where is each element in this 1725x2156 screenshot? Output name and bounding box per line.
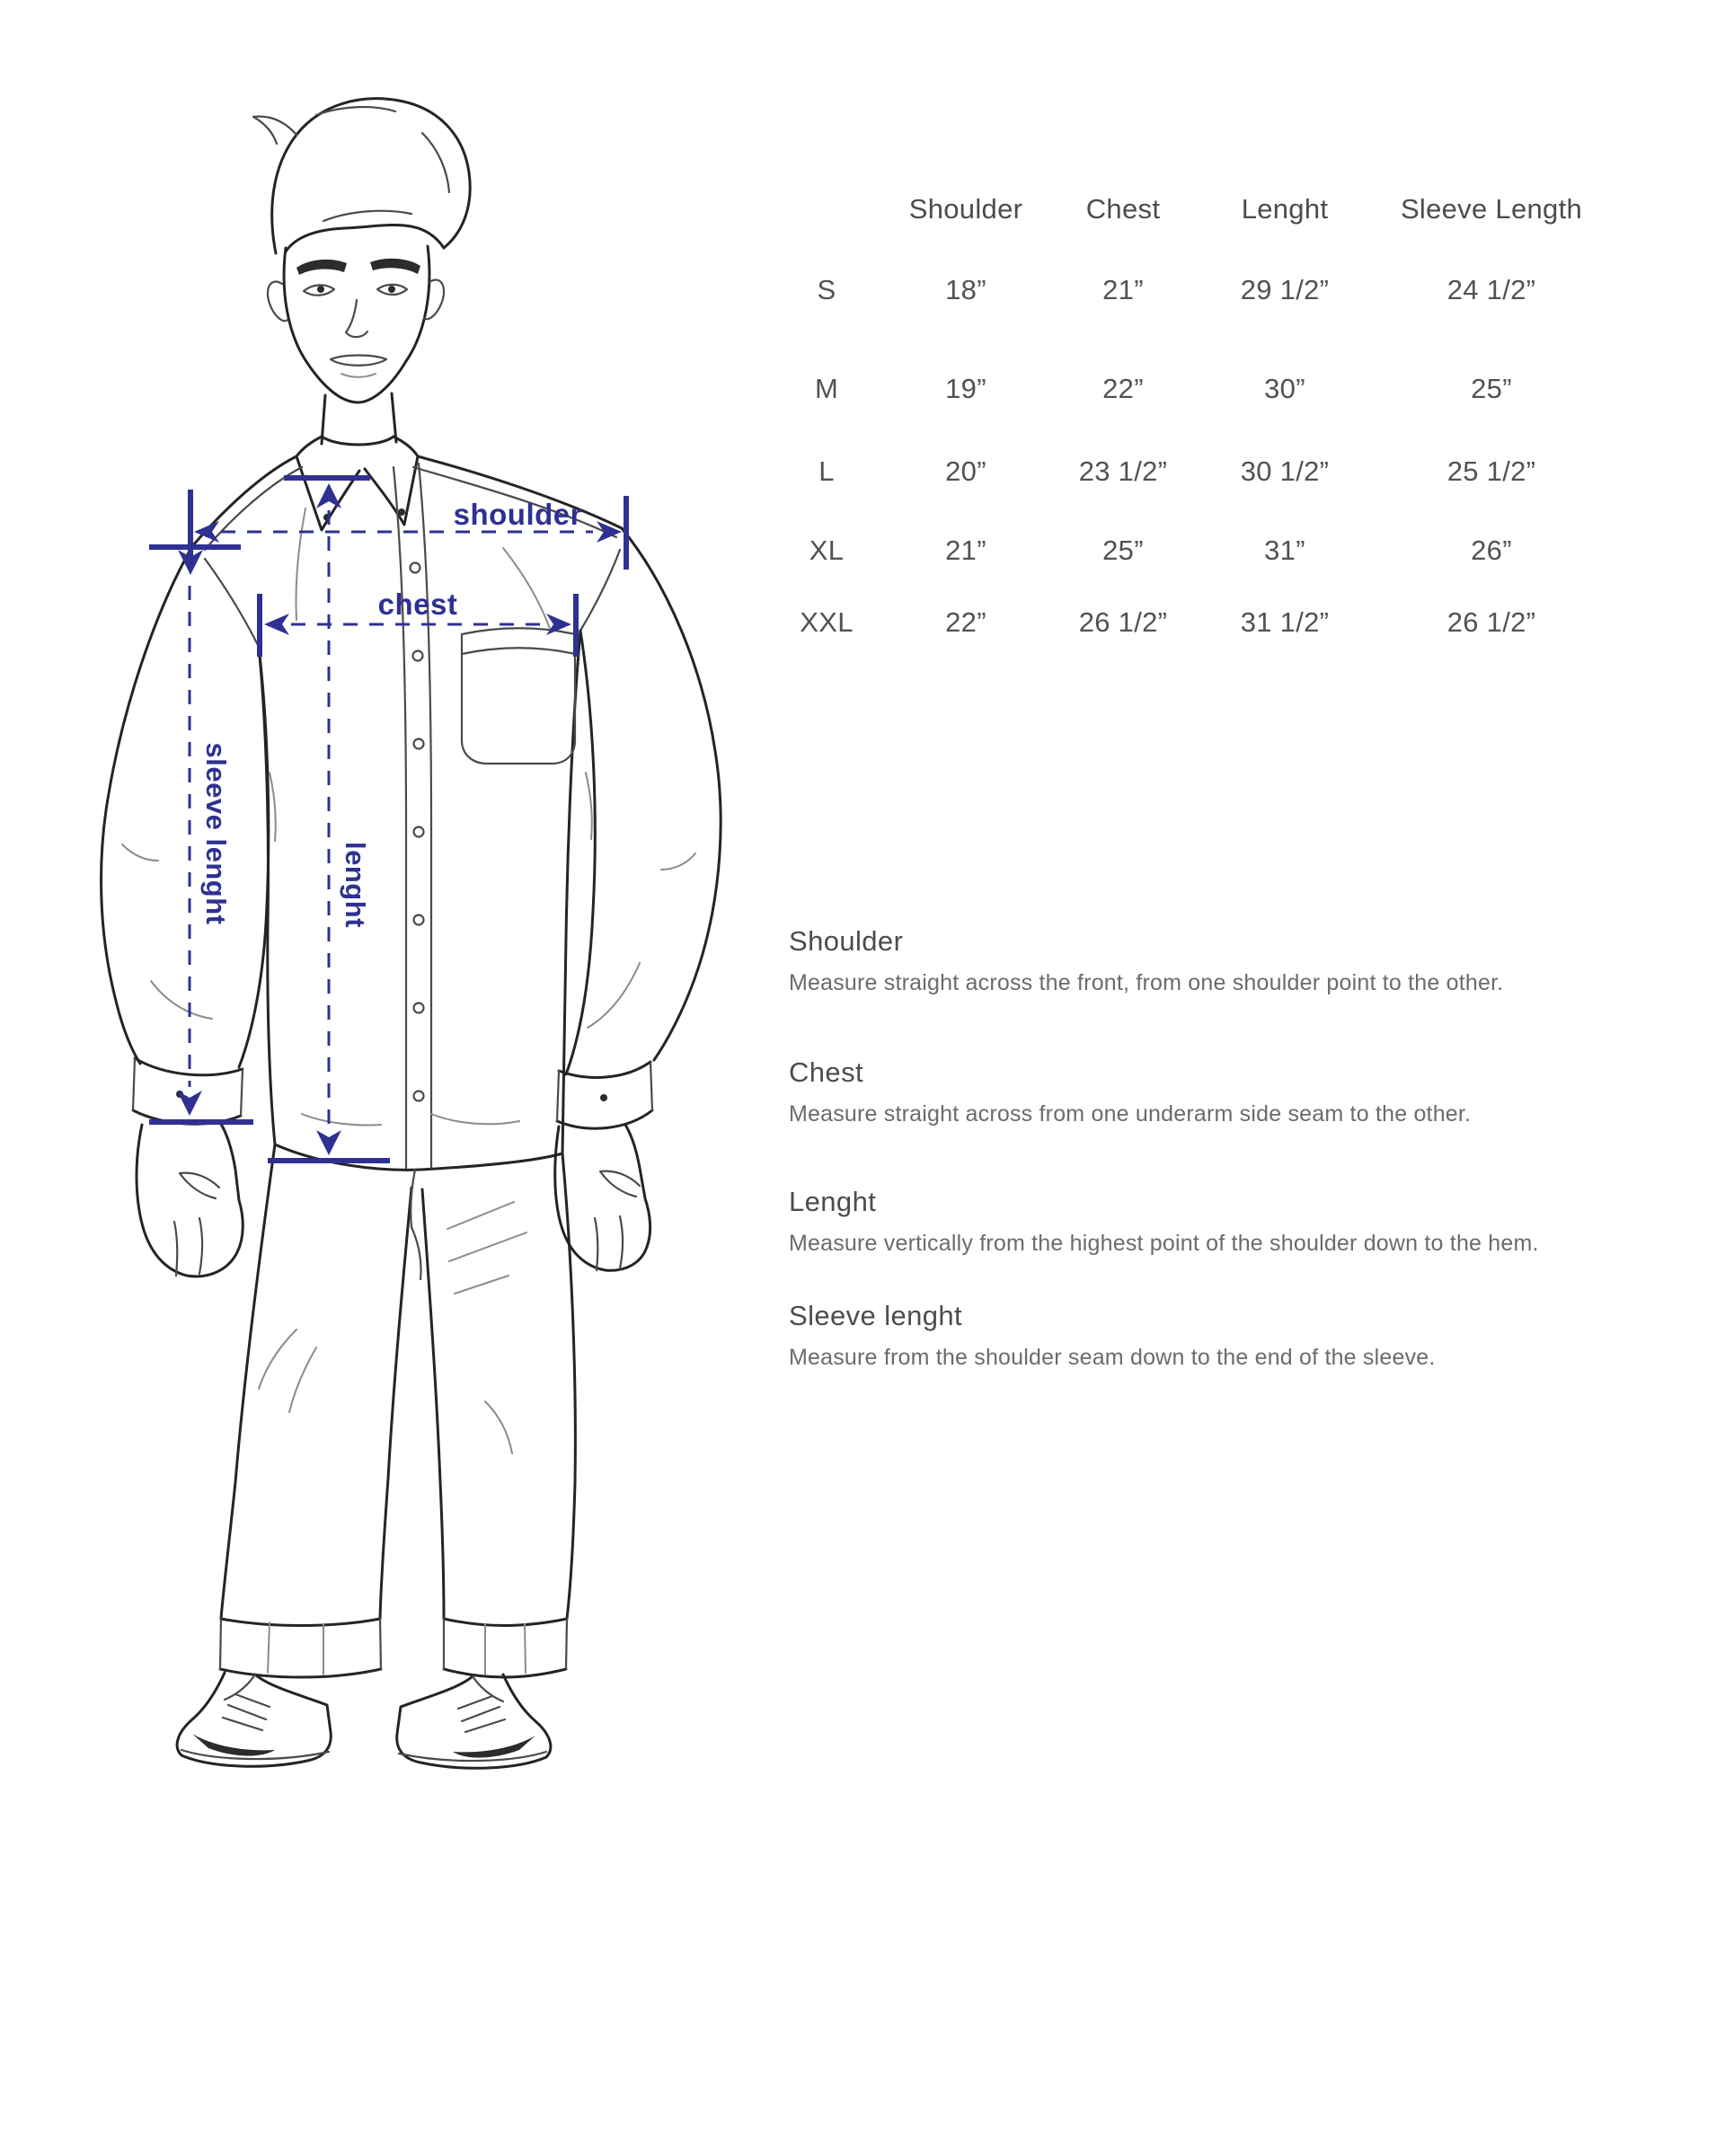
table-cell: 31 1/2”	[1240, 606, 1330, 638]
table-row	[791, 434, 1590, 509]
shoulder-label: shoulder	[453, 498, 582, 531]
column-header-chest: Chest	[1085, 193, 1161, 225]
instruction-title: Sleeve lenght	[789, 1300, 963, 1331]
chest-label: chest	[377, 588, 458, 621]
table-cell: 18”	[945, 274, 986, 305]
length-label: lenght	[340, 842, 371, 928]
instruction-title: Lenght	[789, 1186, 877, 1217]
column-header-sleeve-length: Sleeve Length	[1400, 193, 1583, 225]
table-cell: 20”	[945, 455, 986, 487]
instruction-text: Measure from the shoulder seam down to the end of the sleeve.	[789, 1345, 1436, 1370]
table-cell: 30”	[1264, 373, 1305, 404]
column-header-length: Lenght	[1241, 193, 1329, 225]
size-label: L	[818, 455, 835, 487]
table-cell: 19”	[945, 373, 986, 404]
table-cell: 31”	[1264, 535, 1305, 566]
table-cell: 21”	[945, 535, 986, 566]
instruction-text: Measure vertically from the highest point of the shoulder down to the hem.	[789, 1231, 1539, 1256]
table-cell: 22”	[1102, 373, 1144, 404]
table-cell: 21”	[1102, 274, 1144, 305]
table-row	[791, 592, 1590, 653]
table-row	[791, 344, 1590, 434]
table-cell: 30 1/2”	[1240, 455, 1330, 487]
sleeve-length-label: sleeve lenght	[200, 742, 232, 925]
table-cell: 26”	[1471, 535, 1512, 566]
instruction-text: Measure straight across from one underarm side seam to the other.	[789, 1101, 1472, 1127]
table-row	[791, 509, 1590, 592]
instruction-title: Shoulder	[789, 925, 904, 957]
length-measure	[268, 478, 390, 1161]
table-row	[791, 236, 1590, 344]
instruction-shoulder	[789, 925, 1615, 996]
size-label: XXL	[800, 606, 854, 638]
table-cell: 29 1/2”	[1240, 274, 1330, 305]
table-cell: 25”	[1102, 535, 1144, 566]
sleeve-length-measure	[149, 550, 253, 1122]
table-cell: 26 1/2”	[1446, 606, 1536, 638]
table-cell: 26 1/2”	[1078, 606, 1168, 638]
size-label: XL	[809, 535, 845, 566]
instruction-title: Chest	[789, 1056, 863, 1088]
table-cell: 23 1/2”	[1078, 455, 1168, 487]
table-header-row	[791, 182, 1590, 236]
table-cell: 25 1/2”	[1446, 455, 1536, 487]
column-header-shoulder: Shoulder	[908, 193, 1023, 225]
table-cell: 24 1/2”	[1446, 274, 1536, 305]
chest-measure	[260, 588, 576, 657]
instruction-length	[789, 1186, 1615, 1257]
table-cell: 25”	[1471, 373, 1512, 404]
table-cell: 22”	[945, 606, 986, 638]
instruction-sleeve-length	[789, 1300, 1615, 1371]
figure-drawing	[102, 99, 721, 1769]
instruction-chest	[789, 1056, 1615, 1127]
size-label: S	[817, 274, 836, 305]
size-chart-table	[791, 182, 1590, 653]
size-label: M	[814, 373, 839, 404]
instruction-text: Measure straight across the front, from one shoulder point to the other.	[789, 970, 1504, 995]
